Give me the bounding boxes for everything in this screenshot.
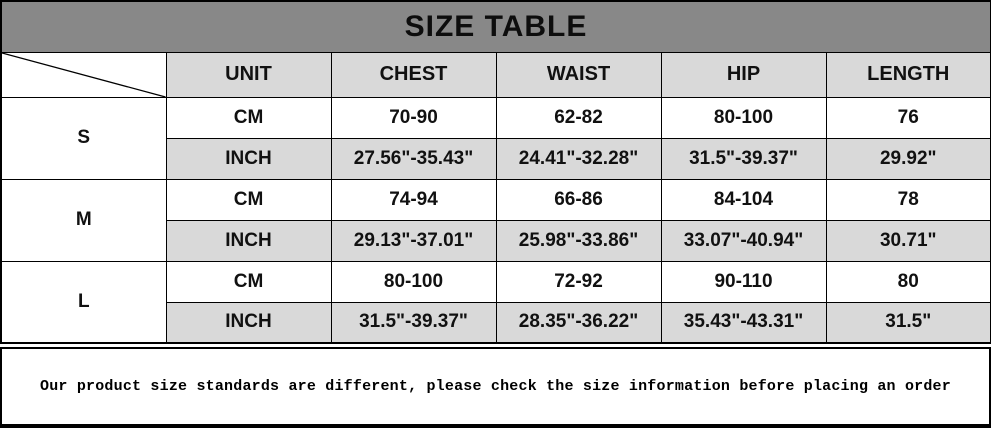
size-label-s: S [1, 97, 166, 179]
value-cell: 66-86 [496, 179, 661, 220]
value-cell: 76 [826, 97, 991, 138]
corner-diagonal-cell [1, 52, 166, 97]
value-cell: 70-90 [331, 97, 496, 138]
value-cell: 35.43"-43.31" [661, 302, 826, 343]
col-header-chest: CHEST [331, 52, 496, 97]
value-cell: 80-100 [331, 261, 496, 302]
value-cell: 72-92 [496, 261, 661, 302]
unit-label-cm: CM [166, 179, 331, 220]
value-cell: 80-100 [661, 97, 826, 138]
value-cell: 30.71" [826, 220, 991, 261]
row-s-cm [1, 97, 991, 138]
unit-label-cm: CM [166, 261, 331, 302]
size-note [0, 347, 991, 428]
value-cell: 62-82 [496, 97, 661, 138]
size-label-l: L [1, 261, 166, 343]
size-label-m: M [1, 179, 166, 261]
row-m-cm [1, 179, 991, 220]
col-header-length: LENGTH [826, 52, 991, 97]
size-note-text: Our product size standards are different, please check the size information before placing an order [40, 378, 951, 395]
unit-label-inch: INCH [166, 138, 331, 179]
value-cell: 33.07"-40.94" [661, 220, 826, 261]
value-cell: 31.5" [826, 302, 991, 343]
col-header-hip: HIP [661, 52, 826, 97]
header-row [1, 52, 991, 97]
diagonal-line [2, 53, 166, 97]
value-cell: 31.5"-39.37" [331, 302, 496, 343]
row-l-cm [1, 261, 991, 302]
value-cell: 29.13"-37.01" [331, 220, 496, 261]
value-cell: 74-94 [331, 179, 496, 220]
col-header-waist: WAIST [496, 52, 661, 97]
value-cell: 24.41"-32.28" [496, 138, 661, 179]
unit-label-inch: INCH [166, 220, 331, 261]
unit-label-cm: CM [166, 97, 331, 138]
value-cell: 29.92" [826, 138, 991, 179]
value-cell: 78 [826, 179, 991, 220]
value-cell: 90-110 [661, 261, 826, 302]
value-cell: 27.56"-35.43" [331, 138, 496, 179]
value-cell: 28.35"-36.22" [496, 302, 661, 343]
value-cell: 31.5"-39.37" [661, 138, 826, 179]
unit-label-inch: INCH [166, 302, 331, 343]
value-cell: 25.98"-33.86" [496, 220, 661, 261]
value-cell: 80 [826, 261, 991, 302]
size-table-title: SIZE TABLE [1, 1, 991, 52]
title-row [1, 1, 991, 52]
value-cell: 84-104 [661, 179, 826, 220]
col-header-unit: UNIT [166, 52, 331, 97]
